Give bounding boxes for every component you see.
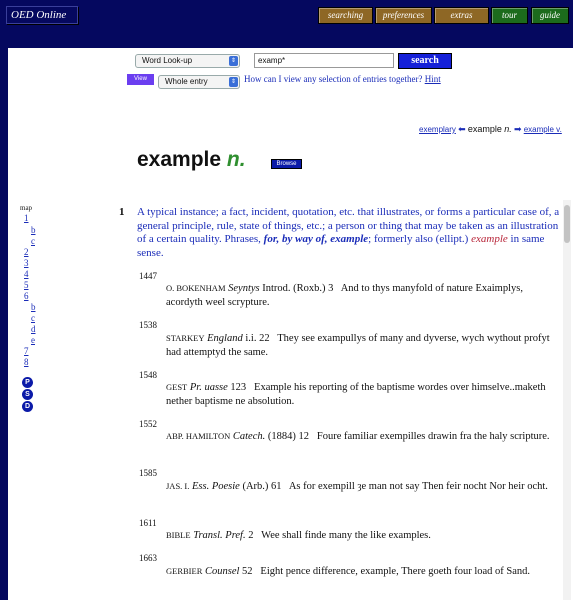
quotation-work: Pr. uasse	[189, 382, 228, 393]
chevron-updown-icon: ⇕	[230, 79, 237, 85]
help-question	[244, 74, 441, 84]
map-item-2[interactable]: 2	[24, 247, 29, 257]
map-item-8[interactable]: 8	[24, 357, 29, 367]
view-scope-select[interactable]	[158, 75, 240, 89]
lookup-mode-select[interactable]	[135, 54, 240, 68]
quotation-text: As for exempill ȝe man not say Then feir nocht Nor heir ocht.	[288, 481, 548, 492]
arrow-right-icon: ➡	[513, 124, 522, 134]
quotation-ref: 52	[242, 566, 253, 577]
definition-text-1: A typical instance; a fact, incident, quotation, etc. that illustrates, or forms a particular case of, a general principle, rule, state of things, etc.; a person or thing that may be taken as an illustration of a certain quality. Phrases,	[137, 206, 560, 245]
quotation-item	[166, 528, 561, 543]
entry-headword	[137, 148, 246, 172]
quotation-text: Eight pence difference, example, There goeth four load of Sand.	[260, 566, 531, 577]
map-item-3[interactable]: 3	[24, 258, 29, 268]
quotation-work: England	[207, 333, 243, 344]
quotation-ref: Introd. (Roxb.) 3	[262, 283, 334, 294]
quotation-work: Counsel	[205, 566, 240, 577]
nav-preferences-button[interactable]: preferences	[375, 7, 432, 24]
quotation-author: BIBLE	[166, 530, 191, 540]
previous-entry-link[interactable]: exemplary	[419, 125, 456, 134]
quotation-ref: 123	[230, 382, 247, 393]
sense-definition	[137, 206, 560, 260]
headword-text: example	[137, 148, 222, 171]
pronunciation-circle-button[interactable]: P	[22, 377, 33, 388]
quotation-year: 1552	[139, 419, 157, 429]
quotation-year: 1447	[139, 271, 157, 281]
oed-online-logo[interactable]: OED Online	[6, 6, 78, 24]
quotation-item	[166, 564, 561, 579]
map-item-6b[interactable]: b	[31, 302, 36, 312]
quotation-author: JAS. I.	[166, 481, 190, 491]
search-input[interactable]: examp*	[254, 53, 394, 68]
vertical-scrollbar[interactable]	[563, 200, 571, 600]
quotation-work: Transl. Pref.	[193, 530, 246, 541]
quotation-text: They see exampullys of many and dyverse, wych wythout profyt had attemptyd the same.	[166, 333, 550, 358]
quotation-work: Catech.	[232, 431, 266, 442]
quotation-year: 1663	[139, 553, 157, 563]
quotation-item	[166, 281, 561, 310]
current-entry: example	[467, 124, 502, 134]
nav-tour-button[interactable]: tour	[491, 7, 528, 24]
current-entry-pos: n.	[504, 124, 512, 134]
hint-link[interactable]: Hint	[424, 74, 441, 84]
spellings-circle-button[interactable]: S	[22, 389, 33, 400]
next-entry-link[interactable]: example v.	[523, 125, 562, 134]
quotation-item	[166, 380, 561, 409]
quotation-ref: i.i. 22	[245, 333, 270, 344]
quotation-text: Foure familiar exempilles drawin fra the haly scripture.	[316, 431, 550, 442]
left-margin-strip	[0, 48, 8, 600]
quotation-year: 1585	[139, 468, 157, 478]
quotation-work: Seyntys	[228, 283, 260, 294]
nav-searching-button[interactable]: searching	[318, 7, 373, 24]
lookup-mode-value: Word Look-up	[142, 56, 193, 65]
view-button[interactable]: View	[127, 74, 154, 85]
map-item-1b[interactable]: b	[31, 225, 36, 235]
quotation-author: ABP. HAMILTON	[166, 431, 231, 441]
arrow-left-icon: ⬅	[458, 124, 466, 134]
quotation-year: 1538	[139, 320, 157, 330]
sense-number: 1	[119, 206, 125, 218]
definition-text-2: ; formerly also (ellipt.)	[368, 233, 469, 245]
quotation-author: GERBIER	[166, 566, 203, 576]
part-of-speech: n.	[226, 148, 246, 171]
definition-phrase-2: example	[471, 233, 508, 245]
nav-extras-button[interactable]: extras	[434, 7, 489, 24]
map-item-7[interactable]: 7	[24, 346, 29, 356]
sense-map-label: map	[20, 204, 33, 212]
definition-phrase-1: for, by way of, example	[263, 233, 369, 245]
date-chart-circle-button[interactable]: D	[22, 401, 33, 412]
quotation-ref: (1884) 12	[267, 431, 309, 442]
quotation-text: And to thys manyfold of nature Exaimplys, acordyth weel scrypture.	[166, 283, 523, 308]
quotation-item	[166, 429, 561, 444]
adjacent-entries-nav	[419, 124, 562, 135]
map-item-6c[interactable]: c	[31, 313, 35, 323]
quotation-author: GEST	[166, 382, 188, 392]
view-scope-value: Whole entry	[165, 77, 208, 86]
quotation-author: O. BOKENHAM	[166, 283, 226, 293]
sense-map	[20, 203, 32, 212]
search-button[interactable]: search	[398, 53, 452, 69]
quotation-author: STARKEY	[166, 333, 205, 343]
scrollbar-thumb[interactable]	[564, 205, 570, 243]
quotation-ref: (Arb.) 61	[242, 481, 282, 492]
help-question-text: How can I view any selection of entries together?	[244, 74, 423, 84]
nav-guide-button[interactable]: guide	[531, 7, 569, 24]
definition-text-3: in same sense.	[137, 233, 545, 259]
quotation-year: 1548	[139, 370, 157, 380]
map-item-1[interactable]: 1	[24, 213, 29, 223]
quotation-year: 1611	[139, 518, 157, 528]
quotation-text: Wee shall finde many the like examples.	[261, 530, 431, 541]
quotation-item	[166, 331, 561, 360]
browse-button[interactable]: Browse	[271, 159, 302, 169]
map-item-5[interactable]: 5	[24, 280, 29, 290]
map-item-1c[interactable]: c	[31, 236, 35, 246]
map-item-4[interactable]: 4	[24, 269, 29, 279]
quotation-ref: 2	[248, 530, 254, 541]
map-item-6e[interactable]: e	[31, 335, 35, 345]
map-item-6[interactable]: 6	[24, 291, 29, 301]
quotation-text: Example his reporting of the baptisme wordes over himselve..maketh nether baptisme ne absolution.	[166, 382, 546, 407]
map-item-6d[interactable]: d	[31, 324, 36, 334]
quotation-work: Ess. Poesie	[192, 481, 240, 492]
quotation-item	[166, 479, 561, 494]
chevron-updown-icon: ⇕	[230, 58, 237, 64]
